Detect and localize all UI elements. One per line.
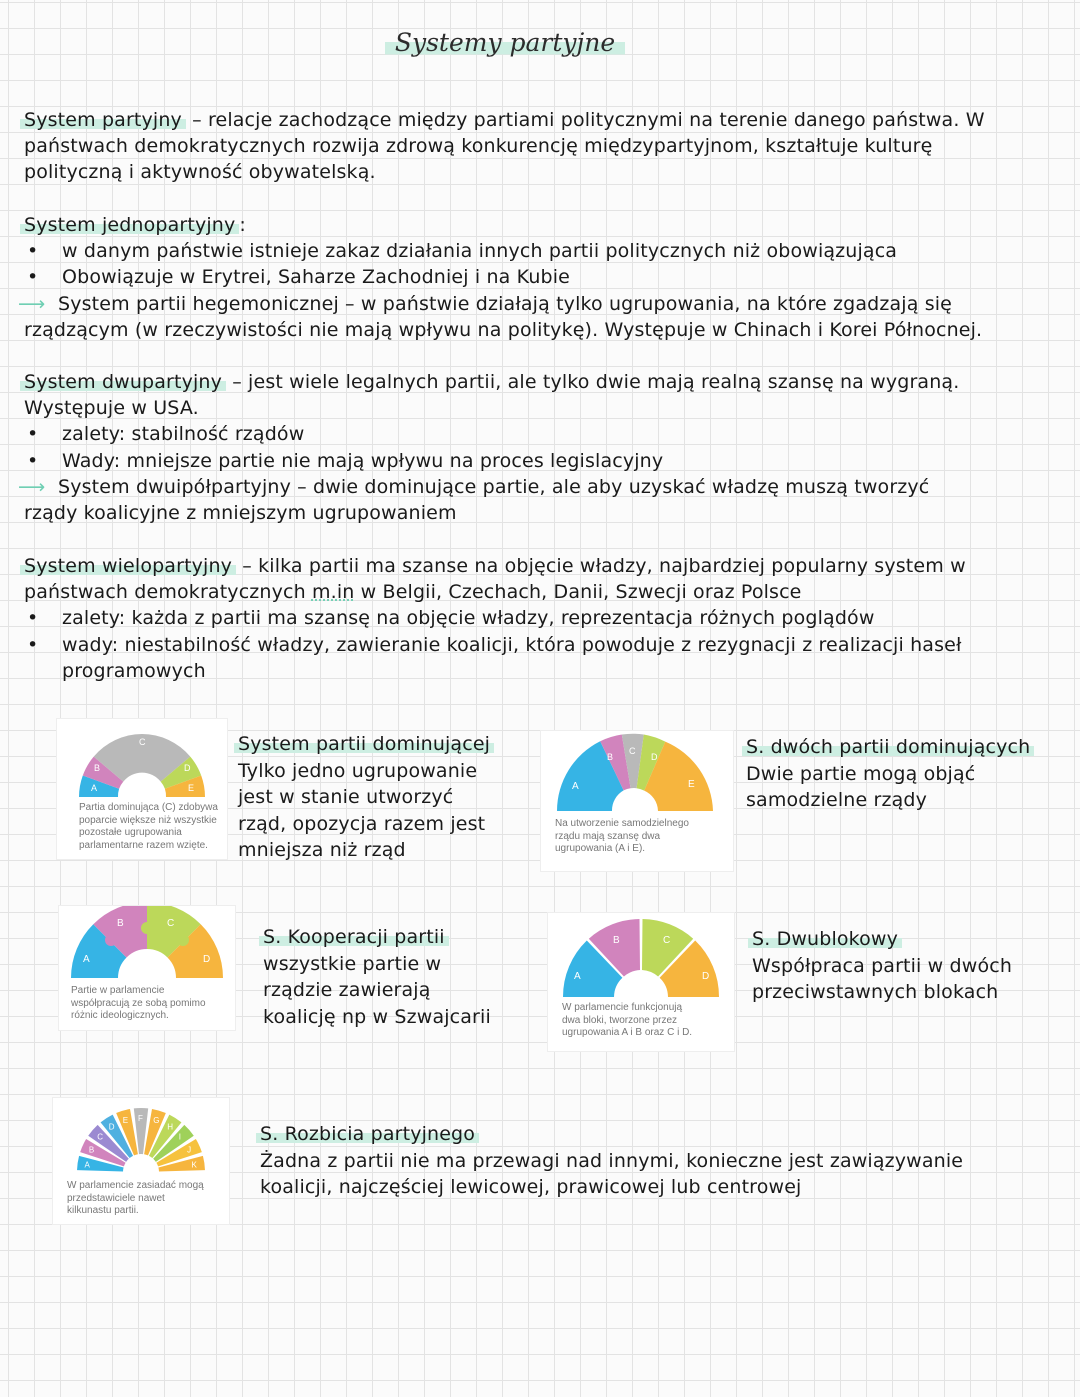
- card-heading: System partii dominującej: [234, 733, 494, 755]
- diagram-caption: Na utworzenie samodzielnego rządu mają szansę dwa ugrupowania (A i E).: [555, 818, 689, 854]
- card-heading: S. Rozbicia partyjnego: [256, 1123, 479, 1145]
- cooperation-description: S. Kooperacji partii wszystkie partie w rządzie zawierają koalicję np w Szwajcarii: [263, 924, 543, 1030]
- seat-label-i: I: [178, 1132, 182, 1142]
- term-system-jednopartyjny: System jednopartyjny: [20, 214, 239, 236]
- arrow-icon: ⟶: [18, 292, 46, 315]
- bullet: •: [27, 607, 39, 630]
- bullet: •: [27, 266, 39, 289]
- seat-label-k: K: [191, 1160, 197, 1170]
- fragmented-description: S. Rozbicia partyjnego Żadna z partii nie ma przewagi nad innymi, konieczne jest zawiązywanie koalicji, najczęściej lewicowej, prawicowej lub centrowej: [260, 1121, 1060, 1201]
- card-heading: S. Kooperacji partii: [259, 926, 449, 948]
- diagram-fragmented: [52, 1097, 230, 1225]
- diagram-cooperation: [58, 905, 236, 1031]
- term-system-partyjny: System partyjny: [20, 109, 186, 131]
- seat-label-c: C: [663, 935, 671, 946]
- seat-label-h: H: [167, 1122, 173, 1132]
- seat-label-d: D: [108, 1122, 115, 1132]
- seat-label-b: B: [94, 763, 101, 773]
- seat-label-e: E: [688, 779, 695, 790]
- seat-label-d: D: [184, 763, 191, 773]
- page-title: Systemy partyjne: [0, 28, 1010, 57]
- multi-party-section: System wielopartyjny – kilka partii ma szanse na objęcie władzy, najbardziej popularny system w państwach demokratycznych m.in w Belgii, Czechach, Danii, Szwecji oraz Polsce • zalety: każda z partii ma szansę na objęcie władzy, reprezentacja różnych poglądów • wady: niestabilność władzy, zawieranie koalicji, która powoduje z rezygnacji z realizacji haseł programowych: [24, 553, 1064, 684]
- seat-label-j: J: [187, 1145, 192, 1155]
- seat-label-d: D: [651, 752, 658, 762]
- term-system-dwupartyjny: System dwupartyjny: [20, 371, 226, 393]
- puzzle-knob: [141, 922, 153, 934]
- puzzle-knob: [177, 934, 189, 946]
- seat-label-c: C: [629, 746, 636, 756]
- seat-label-c: C: [167, 918, 175, 929]
- bullet: •: [27, 423, 39, 446]
- abbr-min: m.in: [311, 581, 355, 604]
- diagram-two-dominant: [540, 730, 734, 872]
- dominant-description: System partii dominującej Tylko jedno ugrupowanie jest w stanie utworzyć rząd, opozycja razem jest mniejsza niż rząd: [238, 731, 528, 864]
- seat-label-b: B: [117, 918, 124, 929]
- seat-label-e: E: [188, 783, 195, 793]
- dominant-semicircle: [57, 725, 227, 805]
- two-bloc-semicircle: [548, 913, 734, 999]
- seat-label-a: A: [574, 971, 581, 982]
- term-system-wielopartyjny: System wielopartyjny: [20, 555, 236, 577]
- bullet: •: [27, 449, 39, 472]
- diagram-two-bloc: [547, 912, 735, 1052]
- fragmented-semicircle: [53, 1098, 229, 1178]
- puzzle-knob: [105, 934, 117, 946]
- two-party-section: System dwupartyjny – jest wiele legalnych partii, ale tylko dwie mają realną szansę na wygraną. Występuje w USA. • zalety: stabilność rządów • Wady: mniejsze partie nie mają wpływu na proces legislacyjny ⟶ System dwuipółpartyjny – dwie dominujące partie, ale aby uzyskać władzę muszą tworzyć rządy koalicyjne z mniejszym ugrupowaniem: [18, 371, 960, 525]
- seat-label-b: B: [613, 935, 620, 946]
- seat-label-a: A: [83, 954, 90, 965]
- seat-label-d: D: [702, 971, 710, 982]
- diagram-caption: W parlamencie zasiadać mogą przedstawiciele nawet kilkunastu partii.: [67, 1180, 204, 1216]
- diagram-caption: Partia dominująca (C) zdobywa poparcie większe niż wszystkie pozostałe ugrupowania parlamentarne razem wzięte.: [79, 802, 218, 851]
- diagram-dominant-party: [56, 718, 228, 860]
- card-heading: S. Dwublokowy: [748, 928, 902, 950]
- seat-label-a: A: [84, 1160, 90, 1170]
- seat-label-b: B: [88, 1145, 95, 1155]
- diagram-caption: W parlamencie funkcjonują dwa bloki, tworzone przez ugrupowania A i B oraz C i D.: [562, 1002, 693, 1038]
- two-bloc-description: S. Dwublokowy Współpraca partii w dwóch przeciwstawnych blokach: [752, 926, 1062, 1006]
- arrow-icon: ⟶: [18, 475, 46, 498]
- seat-label-f: F: [138, 1114, 143, 1123]
- seat-label-a: A: [572, 781, 579, 792]
- bullet: •: [27, 633, 39, 656]
- card-heading: S. dwóch partii dominujących: [742, 736, 1034, 758]
- bullet: •: [27, 240, 39, 263]
- seat-label-e: E: [122, 1116, 129, 1126]
- one-party-section: System jednopartyjny : • w danym państwie istnieje zakaz działania innych partii politycznych niż obowiązująca • Obowiązuje w Erytrei, Saharze Zachodniej i na Kubie ⟶ System partii hegemonicznej – w państwie działają tylko ugrupowania, na które zgadzają się rządzącym (w rzeczywistości nie mają wpływu na politykę). Występuje w Chinach i Korei Północnej.: [18, 214, 983, 341]
- two-dominant-semicircle: [541, 733, 733, 819]
- cooperation-semicircle: [59, 906, 235, 986]
- seat-label-a: A: [91, 783, 98, 793]
- diagram-caption: Partie w parlamencie współpracują ze sobą pomimo różnic ideologicznych.: [71, 985, 206, 1021]
- two-dominant-description: S. dwóch partii dominujących Dwie partie mogą objąć samodzielne rządy: [746, 734, 1066, 814]
- seat-label-c: C: [97, 1132, 103, 1142]
- seat-label-b: B: [607, 752, 614, 762]
- seat-label-g: G: [153, 1116, 160, 1126]
- seat-label-c: C: [139, 737, 146, 747]
- seat-label-d: D: [203, 954, 211, 965]
- intro-section: System partyjny – relacje zachodzące między partiami politycznymi na terenie danego państwa. W państwach demokratycznych rozwija zdrową konkurencję międzypartyjnom, kształtuje kulturę polityczną i aktywność obywatelską.: [24, 107, 1064, 186]
